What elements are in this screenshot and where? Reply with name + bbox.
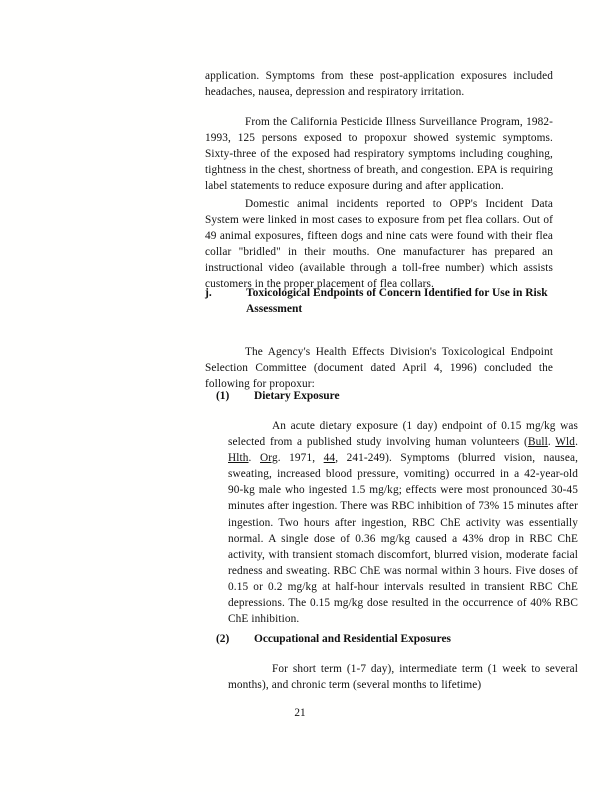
citation-journal-wld: Wld <box>555 436 576 449</box>
paragraph-text: application. Symptoms from these post-application exposures included headaches, nausea, depression and respiratory irritation. <box>205 70 553 99</box>
paragraph-california-program <box>205 114 553 194</box>
subheading-title: Occupational and Residential Exposures <box>254 633 451 645</box>
paragraph-segment-rest: , 241-249). Symptoms (blurred vision, nausea, sweating, increased blood pressure, vomiting) occurred in a 42-year-old 90-kg male who ingested 1.5 mg/kg; effects were most pronounced 30-45 minutes after ingestion. There was RBC inhibition of 73% 15 minutes after ingestion. Two hours after ingestion, RBC ChE activity was essentially normal. A single dose of 0.36 mg/kg caused a 43% drop in RBC ChE activity, with transient stomach discomfort, blurred vision, moderate facial redness and sweating. RBC ChE was normal within 3 hours. Five doses of 0.15 or 0.2 mg/kg at half-hour intervals resulted in transient RBC ChE depressions. The 0.15 mg/kg dose resulted in the occurrence of 40% RBC ChE inhibition. <box>228 452 579 626</box>
citation-sep-3: . <box>248 452 260 465</box>
citation-sep-2: . <box>575 436 579 449</box>
paragraph-exposure-terms <box>228 661 578 693</box>
subheading-label: (1) <box>216 390 230 402</box>
paragraph-text: For short term (1-7 day), intermediate term (1 week to several months), and chronic term (several months to lifetime) <box>228 663 578 692</box>
paragraph-segment-intro: An acute dietary exposure (1 day) endpoint of 0.15 mg/kg was selected from a published study involving human volunteers ( <box>228 420 578 449</box>
paragraph-text: From the California Pesticide Illness Surveillance Program, 1982-1993, 125 persons exposed to propoxur showed systemic symptoms. Sixty-three of the exposed had respiratory symptoms including coughing, tightness in the chest, shortness of breath, and congestion. EPA is requiring label statements to reduce exposure during and after application. <box>205 116 553 193</box>
section-heading-title: Toxicological Endpoints of Concern Identified for Use in Risk Assessment <box>246 287 548 316</box>
paragraph-text: Domestic animal incidents reported to OPP's Incident Data System were linked in most cases to exposure from pet flea collars. Out of 49 animal exposures, fifteen dogs and nine cats were found with their flea collar "bridled" in their mouths. One manufacturer has prepared an instructional video (available through a toll-free number) which assists customers in the proper placement of flea collars. <box>205 198 553 291</box>
paragraph-domestic-animal-incidents <box>205 196 553 293</box>
paragraph-dietary-endpoint <box>228 418 578 627</box>
citation-year: . 1971, <box>277 452 324 465</box>
subheading-2-occupational-residential <box>216 631 556 647</box>
citation-volume: 44 <box>323 452 336 465</box>
paragraph-agency-committee <box>205 344 553 392</box>
page-number: 21 <box>294 707 306 719</box>
section-heading-j <box>205 285 553 318</box>
paragraph-continuation <box>205 68 553 100</box>
paragraph-text: The Agency's Health Effects Division's Toxicological Endpoint Selection Committee (document dated April 4, 1996) concluded the following for propoxur: <box>205 346 553 391</box>
subheading-label: (2) <box>216 633 230 645</box>
citation-journal-hlth: Hlth <box>228 452 249 465</box>
subheading-1-dietary-exposure <box>216 388 556 404</box>
citation-journal-org: Org <box>260 452 278 465</box>
paragraph-text <box>228 418 578 627</box>
citation-sep-1: . <box>547 436 556 449</box>
section-heading-label: j. <box>205 287 212 299</box>
subheading-title: Dietary Exposure <box>254 390 340 402</box>
citation-journal-bull: Bull <box>527 436 548 449</box>
